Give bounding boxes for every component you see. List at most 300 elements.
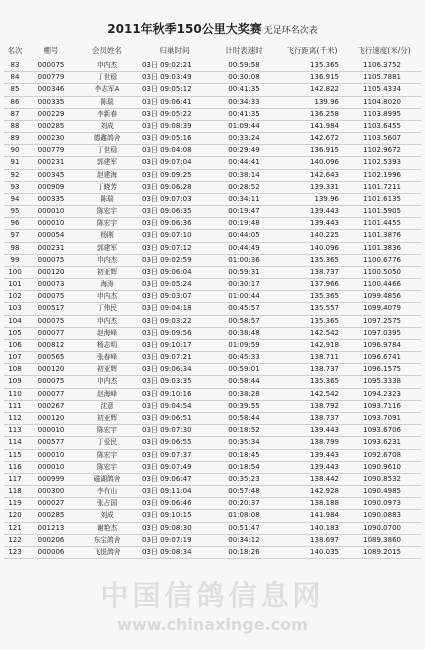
member-name-cell: 陈宏宇 [76,461,138,473]
speed-cell: 1094.2323 [347,388,421,400]
distance-cell: 142.928 [277,486,347,498]
rank-cell: 97 [4,230,26,242]
arrival-time-cell: 03日 09:07:04 [138,157,211,169]
watermark-text: 中国信鸽信息网 [100,579,325,612]
table-row [4,425,421,437]
clock-time-cell: 01:09:44 [211,120,277,132]
member-name-cell: 李有山 [76,486,138,498]
header-row [4,40,421,60]
loft-id-cell: 000120 [26,364,76,376]
rank-cell: 83 [4,60,26,72]
speed-cell: 1099.4079 [347,303,421,315]
speed-cell: 1102.5393 [347,157,421,169]
table-row [4,218,421,230]
results-table [4,40,421,559]
member-name-cell: 陈瑞 [76,96,138,108]
speed-cell: 1096.6741 [347,352,421,364]
table-row [4,546,421,558]
table-row [4,133,421,145]
loft-id-cell: 000779 [26,72,76,84]
distance-cell: 138.711 [277,352,347,364]
distance-cell: 142.542 [277,327,347,339]
speed-cell: 1090.8532 [347,473,421,485]
distance-cell: 140.183 [277,522,347,534]
distance-cell: 141.984 [277,120,347,132]
results-body [4,60,421,559]
rank-cell: 89 [4,133,26,145]
table-row [4,108,421,120]
table-row [4,169,421,181]
clock-time-cell: 00:20:37 [211,498,277,510]
speed-cell: 1101.7211 [347,181,421,193]
loft-id-cell: 000075 [26,60,76,72]
member-name-cell: 谢艳杰 [76,522,138,534]
distance-cell: 138.737 [277,364,347,376]
arrival-time-cell: 03日 09:05:16 [138,133,211,145]
distance-cell: 139.443 [277,449,347,461]
distance-cell: 141.984 [277,510,347,522]
loft-id-cell: 000120 [26,266,76,278]
clock-time-cell: 00:18:26 [211,546,277,558]
speed-cell: 1103.5607 [347,133,421,145]
watermark-url: www.chinaxinge.com [117,615,308,634]
speed-cell: 1092.6708 [347,449,421,461]
arrival-time-cell: 03日 09:06:34 [138,364,211,376]
member-name-cell: 德鑫鸽舍 [76,133,138,145]
clock-time-cell: 00:34:33 [211,96,277,108]
loft-id-cell: 000285 [26,120,76,132]
clock-time-cell: 00:35:23 [211,473,277,485]
table-row [4,120,421,132]
speed-cell: 1105.4334 [347,84,421,96]
table-row [4,339,421,351]
clock-time-cell: 00:35:34 [211,437,277,449]
rank-cell: 104 [4,315,26,327]
clock-time-cell: 00:39:55 [211,400,277,412]
table-row [4,352,421,364]
rank-cell: 112 [4,412,26,424]
arrival-time-cell: 03日 09:11:04 [138,486,211,498]
distance-cell: 135.365 [277,376,347,388]
clock-time-cell: 01:08:08 [211,510,277,522]
arrival-time-cell: 03日 09:07:19 [138,534,211,546]
table-row [4,498,421,510]
arrival-time-cell: 03日 09:05:12 [138,84,211,96]
speed-cell: 1093.6231 [347,437,421,449]
distance-cell: 137.966 [277,279,347,291]
loft-id-cell: 000517 [26,303,76,315]
distance-cell: 138.792 [277,400,347,412]
clock-time-cell: 00:58:44 [211,376,277,388]
table-row [4,388,421,400]
loft-id-cell: 000075 [26,291,76,303]
member-name-cell: 磁湖鸽舍 [76,473,138,485]
arrival-time-cell: 03日 09:06:51 [138,412,211,424]
table-row [4,60,421,72]
loft-id-cell: 000027 [26,498,76,510]
arrival-time-cell: 03日 09:07:49 [138,461,211,473]
arrival-time-cell: 03日 09:07:21 [138,352,211,364]
clock-time-cell: 00:59:01 [211,364,277,376]
member-name-cell: 郭建军 [76,242,138,254]
arrival-time-cell: 03日 09:04:08 [138,145,211,157]
clock-time-cell: 00:44:05 [211,230,277,242]
speed-cell: 1101.5905 [347,206,421,218]
distance-cell: 140.096 [277,242,347,254]
clock-time-cell: 00:18:52 [211,425,277,437]
speed-cell: 1090.9610 [347,461,421,473]
table-row [4,84,421,96]
member-name-cell: 刘成 [76,510,138,522]
loft-id-cell: 000077 [26,388,76,400]
speed-cell: 1101.6135 [347,193,421,205]
member-name-cell: 申内杰 [76,60,138,72]
clock-time-cell: 00:59:31 [211,266,277,278]
header-distance: 飞行距离(千米) [286,45,338,55]
arrival-time-cell: 03日 09:07:37 [138,449,211,461]
header-arrival-time: 归巢时间 [159,45,190,55]
arrival-time-cell: 03日 09:03:22 [138,315,211,327]
distance-cell: 135.365 [277,254,347,266]
table-row [4,303,421,315]
member-name-cell: 初亚辉 [76,364,138,376]
loft-id-cell: 000010 [26,461,76,473]
rank-cell: 109 [4,376,26,388]
distance-cell: 142.643 [277,169,347,181]
distance-cell: 135.557 [277,303,347,315]
loft-id-cell: 000075 [26,376,76,388]
speed-cell: 1103.6455 [347,120,421,132]
arrival-time-cell: 03日 09:10:15 [138,510,211,522]
distance-cell: 139.443 [277,425,347,437]
speed-cell: 1104.8020 [347,96,421,108]
loft-id-cell: 000077 [26,327,76,339]
speed-cell: 1090.0973 [347,498,421,510]
table-row [4,534,421,546]
speed-cell: 1105.7881 [347,72,421,84]
arrival-time-cell: 03日 09:10:17 [138,339,211,351]
distance-cell: 142.542 [277,388,347,400]
loft-id-cell: 000285 [26,510,76,522]
distance-cell: 139.96 [277,96,347,108]
member-name-cell: 陈宏宇 [76,218,138,230]
loft-id-cell: 000206 [26,534,76,546]
member-name-cell: 李新春 [76,108,138,120]
arrival-time-cell: 03日 09:06:36 [138,218,211,230]
clock-time-cell: 00:30:17 [211,279,277,291]
member-name-cell: 申内杰 [76,291,138,303]
rank-cell: 123 [4,546,26,558]
rank-cell: 115 [4,449,26,461]
loft-id-cell: 001213 [26,522,76,534]
clock-time-cell: 00:33:24 [211,133,277,145]
arrival-time-cell: 03日 09:05:22 [138,108,211,120]
loft-id-cell: 000010 [26,449,76,461]
clock-time-cell: 00:38:48 [211,327,277,339]
table-row [4,193,421,205]
clock-time-cell: 00:38:28 [211,388,277,400]
distance-cell: 138.799 [277,437,347,449]
member-name-cell: 丁伟民 [76,303,138,315]
speed-cell: 1099.4856 [347,291,421,303]
distance-cell: 135.365 [277,315,347,327]
table-row [4,291,421,303]
rank-cell: 105 [4,327,26,339]
distance-cell: 139.443 [277,206,347,218]
distance-cell: 135.365 [277,291,347,303]
arrival-time-cell: 03日 09:09:56 [138,327,211,339]
distance-cell: 140.035 [277,546,347,558]
rank-cell: 84 [4,72,26,84]
clock-time-cell: 00:41:35 [211,108,277,120]
table-row [4,72,421,84]
table-row [4,522,421,534]
member-name-cell: 初亚辉 [76,412,138,424]
table-row [4,412,421,424]
rank-cell: 95 [4,206,26,218]
clock-time-cell: 00:51:47 [211,522,277,534]
speed-cell: 1106.3752 [347,60,421,72]
loft-id-cell: 000010 [26,206,76,218]
clock-time-cell: 00:28:52 [211,181,277,193]
distance-cell: 140.096 [277,157,347,169]
rank-cell: 117 [4,473,26,485]
arrival-time-cell: 03日 09:09:25 [138,169,211,181]
distance-cell: 139.443 [277,218,347,230]
arrival-time-cell: 03日 09:02:59 [138,254,211,266]
table-row [4,206,421,218]
loft-id-cell: 000006 [26,546,76,558]
loft-id-cell: 000812 [26,339,76,351]
member-name-cell: 东宝鸽舍 [76,534,138,546]
rank-cell: 98 [4,242,26,254]
speed-cell: 1089.2015 [347,546,421,558]
speed-cell: 1101.3876 [347,230,421,242]
rank-cell: 121 [4,522,26,534]
member-name-cell: 申内杰 [76,254,138,266]
rank-cell: 118 [4,486,26,498]
loft-id-cell: 000335 [26,96,76,108]
speed-cell: 1100.4466 [347,279,421,291]
loft-id-cell: 000909 [26,181,76,193]
loft-id-cell: 000300 [26,486,76,498]
member-name-cell: 申内杰 [76,315,138,327]
table-row [4,157,421,169]
arrival-time-cell: 03日 09:02:21 [138,60,211,72]
rank-cell: 99 [4,254,26,266]
arrival-time-cell: 03日 09:06:46 [138,498,211,510]
distance-cell: 139.443 [277,461,347,473]
member-name-cell: 刘成 [76,120,138,132]
rank-cell: 111 [4,400,26,412]
table-row [4,473,421,485]
table-row [4,145,421,157]
speed-cell: 1096.9784 [347,339,421,351]
arrival-time-cell: 03日 09:04:18 [138,303,211,315]
arrival-time-cell: 03日 09:06:55 [138,437,211,449]
loft-id-cell: 000229 [26,108,76,120]
speed-cell: 1097.0395 [347,327,421,339]
speed-cell: 1097.2575 [347,315,421,327]
rank-cell: 103 [4,303,26,315]
clock-time-cell: 01:00:36 [211,254,277,266]
loft-id-cell: 000230 [26,133,76,145]
loft-id-cell: 000075 [26,254,76,266]
speed-cell: 1100.5050 [347,266,421,278]
clock-time-cell: 00:18:45 [211,449,277,461]
arrival-time-cell: 03日 09:10:16 [138,388,211,400]
table-row [4,510,421,522]
member-name-cell: 丁爱民 [76,437,138,449]
distance-cell: 136.258 [277,108,347,120]
loft-id-cell: 000577 [26,437,76,449]
distance-cell: 142.672 [277,133,347,145]
table-row [4,400,421,412]
arrival-time-cell: 03日 09:03:07 [138,291,211,303]
table-row [4,230,421,242]
rank-cell: 100 [4,266,26,278]
loft-id-cell: 000231 [26,242,76,254]
table-row [4,461,421,473]
member-name-cell: 飞悦鸽舍 [76,546,138,558]
clock-time-cell: 00:58:57 [211,315,277,327]
speed-cell: 1103.8995 [347,108,421,120]
speed-cell: 1093.7091 [347,412,421,424]
arrival-time-cell: 03日 09:06:47 [138,473,211,485]
distance-cell: 138.737 [277,266,347,278]
arrival-time-cell: 03日 09:06:04 [138,266,211,278]
member-name-cell: 陈宏宇 [76,425,138,437]
header-rank: 名次 [7,45,23,55]
arrival-time-cell: 03日 09:06:28 [138,181,211,193]
clock-time-cell: 00:45:57 [211,303,277,315]
distance-cell: 140.225 [277,230,347,242]
rank-cell: 91 [4,157,26,169]
loft-id-cell: 000345 [26,169,76,181]
speed-cell: 1095.3338 [347,376,421,388]
arrival-time-cell: 03日 09:07:03 [138,193,211,205]
loft-id-cell: 000267 [26,400,76,412]
member-name-cell: 申内杰 [76,376,138,388]
arrival-time-cell: 03日 09:03:49 [138,72,211,84]
rank-cell: 107 [4,352,26,364]
clock-time-cell: 00:45:33 [211,352,277,364]
speed-cell: 1093.6706 [347,425,421,437]
rank-cell: 101 [4,279,26,291]
distance-cell: 139.96 [277,193,347,205]
rank-cell: 87 [4,108,26,120]
speed-cell: 1100.6776 [347,254,421,266]
member-name-cell: 杨志明 [76,339,138,351]
table-row [4,96,421,108]
distance-cell: 138.697 [277,534,347,546]
member-name-cell: 张春峰 [76,352,138,364]
table-row [4,315,421,327]
speed-cell: 1101.3836 [347,242,421,254]
title-main: 2011年秋季150公里大奖赛 [107,22,262,36]
rank-cell: 108 [4,364,26,376]
rank-cell: 86 [4,96,26,108]
member-name-cell: 初亚辉 [76,266,138,278]
table-row [4,437,421,449]
rank-cell: 94 [4,193,26,205]
rank-cell: 102 [4,291,26,303]
clock-time-cell: 00:19:47 [211,206,277,218]
member-name-cell: 丁晓芳 [76,181,138,193]
arrival-time-cell: 03日 09:03:35 [138,376,211,388]
member-name-cell: 陈瑞 [76,193,138,205]
arrival-time-cell: 03日 09:07:10 [138,230,211,242]
clock-time-cell: 00:29:49 [211,145,277,157]
member-name-cell: 张占国 [76,498,138,510]
clock-time-cell: 00:30:08 [211,72,277,84]
clock-time-cell: 00:34:12 [211,534,277,546]
member-name-cell: 丁世稳 [76,145,138,157]
rank-cell: 110 [4,388,26,400]
member-name-cell: 赵海峰 [76,388,138,400]
member-name-cell: 李志军A [76,84,138,96]
table-row [4,254,421,266]
loft-id-cell: 000120 [26,412,76,424]
rank-cell: 90 [4,145,26,157]
table-row [4,266,421,278]
arrival-time-cell: 03日 09:06:35 [138,206,211,218]
distance-cell: 136.915 [277,72,347,84]
speed-cell: 1101.4455 [347,218,421,230]
speed-cell: 1090.4985 [347,486,421,498]
speed-cell: 1090.0883 [347,510,421,522]
member-name-cell: 杨刚 [76,230,138,242]
arrival-time-cell: 03日 09:04:54 [138,400,211,412]
loft-id-cell: 000010 [26,425,76,437]
rank-cell: 122 [4,534,26,546]
rank-cell: 120 [4,510,26,522]
distance-cell: 136.915 [277,145,347,157]
speed-cell: 1090.0700 [347,522,421,534]
clock-time-cell: 00:34:11 [211,193,277,205]
clock-time-cell: 00:38:14 [211,169,277,181]
distance-cell: 135.365 [277,60,347,72]
clock-time-cell: 00:19:48 [211,218,277,230]
distance-cell: 139.331 [277,181,347,193]
rank-cell: 88 [4,120,26,132]
loft-id-cell: 000231 [26,157,76,169]
table-row [4,181,421,193]
table-row [4,327,421,339]
distance-cell: 138.188 [277,498,347,510]
loft-id-cell: 000999 [26,473,76,485]
table-row [4,242,421,254]
arrival-time-cell: 03日 09:06:41 [138,96,211,108]
member-name-cell: 海涛 [76,279,138,291]
loft-id-cell: 000565 [26,352,76,364]
loft-id-cell: 000346 [26,84,76,96]
loft-id-cell: 000073 [26,279,76,291]
clock-time-cell: 00:59:58 [211,60,277,72]
header-clock-time: 计时表速时 [225,45,263,55]
speed-cell: 1102.9672 [347,145,421,157]
loft-id-cell: 000054 [26,230,76,242]
rank-cell: 119 [4,498,26,510]
header-loft-id: 棚号 [43,45,59,55]
arrival-time-cell: 03日 09:08:34 [138,546,211,558]
member-name-cell: 赵海峰 [76,327,138,339]
rank-cell: 106 [4,339,26,351]
table-row [4,364,421,376]
arrival-time-cell: 03日 09:07:12 [138,242,211,254]
rank-cell: 116 [4,461,26,473]
member-name-cell: 郭建军 [76,157,138,169]
